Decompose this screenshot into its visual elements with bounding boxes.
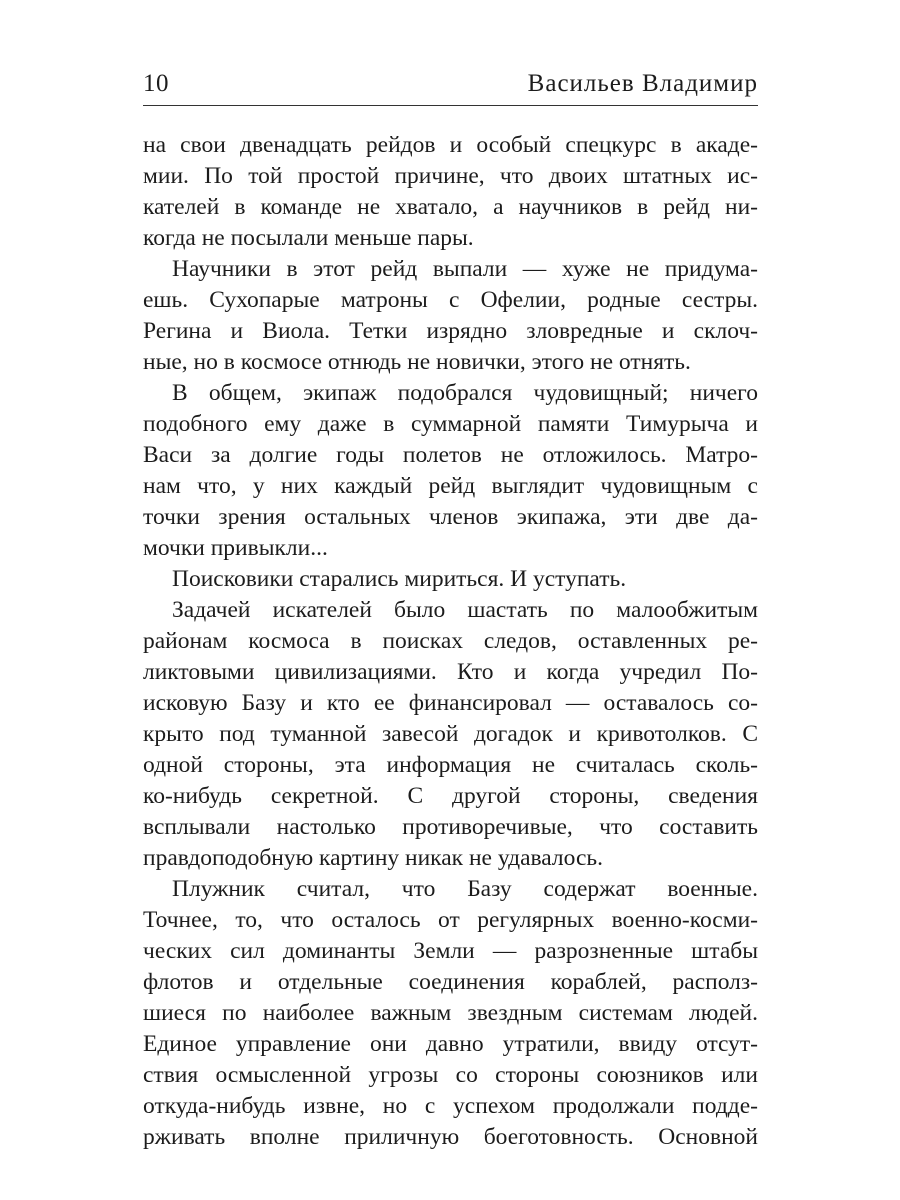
text-line: на свои двенадцать рейдов и особый спецкурс в акаде- — [143, 132, 758, 158]
paragraph — [143, 130, 758, 254]
text-line: Задачей искателей было шастать по малообжитым — [172, 597, 758, 623]
text-line: Научники в этот рейд выпали — хуже не придума- — [172, 256, 758, 282]
paragraph — [143, 378, 758, 564]
text-line: когда не посылали меньше пары. — [143, 225, 474, 251]
text-line: ликтовыми цивилизациями. Кто и когда учредил По- — [143, 659, 758, 685]
text-line: одной стороны, эта информация не считалась сколь- — [143, 752, 758, 778]
text-line: Васи за долгие годы полетов не отложилось. Матро- — [143, 442, 758, 468]
text-line: рживать вполне приличную боеготовность. Основной — [143, 1124, 758, 1150]
paragraph — [143, 254, 758, 378]
text-line: нам что, у них каждый рейд выглядит чудовищным с — [143, 473, 758, 499]
text-line: всплывали настолько противоречивые, что составить — [143, 814, 758, 840]
text-line: Регина и Виола. Тетки изрядно зловредные и склоч- — [143, 318, 758, 344]
header-rule — [143, 105, 758, 106]
text-line: ствия осмысленной угрозы со стороны союзников или — [143, 1062, 758, 1088]
running-head-author: Васильев Владимир — [527, 70, 758, 97]
text-line: кателей в команде не хватало, а научников в рейд ни- — [143, 194, 758, 220]
text-line: ко-нибудь секретной. С другой стороны, сведения — [143, 783, 758, 809]
text-line: флотов и отдельные соединения кораблей, располз- — [143, 969, 758, 995]
paragraph — [143, 874, 758, 1153]
text-line: Плужник считал, что Базу содержат военные. — [172, 876, 758, 902]
text-line: мии. По той простой причине, что двоих штатных ис- — [143, 163, 758, 189]
text-line: крыто под туманной завесой догадок и кривотолков. С — [143, 721, 758, 747]
text-line: ные, но в космосе отнюдь не новички, этого не отнять. — [143, 349, 691, 375]
page-number: 10 — [143, 70, 169, 97]
text-line: Точнее, то, что осталось от регулярных военно-косми- — [143, 907, 758, 933]
text-line: подобного ему даже в суммарной памяти Тимурыча и — [143, 411, 758, 437]
text-line: ческих сил доминанты Земли — разрозненные штабы — [143, 938, 758, 964]
text-line: районам космоса в поисках следов, оставленных ре- — [143, 628, 758, 654]
text-line: откуда-нибудь извне, но с успехом продолжали подде- — [143, 1093, 758, 1119]
text-line: исковую Базу и кто ее финансировал — оставалось со- — [143, 690, 758, 716]
running-header — [143, 66, 758, 102]
text-line: ешь. Сухопарые матроны с Офелии, родные сестры. — [143, 287, 758, 313]
paragraph — [143, 564, 758, 595]
text-line: точки зрения остальных членов экипажа, эти две да- — [143, 504, 758, 530]
text-line: правдоподобную картину никак не удавалось. — [143, 845, 604, 871]
paragraph — [143, 595, 758, 874]
text-line: Поисковики старались мириться. И уступать. — [172, 566, 627, 592]
body-text — [143, 130, 758, 1153]
text-line: мочки привыкли... — [143, 535, 328, 561]
text-line: Единое управление они давно утратили, ввиду отсут- — [143, 1031, 758, 1057]
text-line: шиеся по наиболее важным звездным системам людей. — [143, 1000, 758, 1026]
text-line: В общем, экипаж подобрался чудовищный; ничего — [172, 380, 758, 406]
